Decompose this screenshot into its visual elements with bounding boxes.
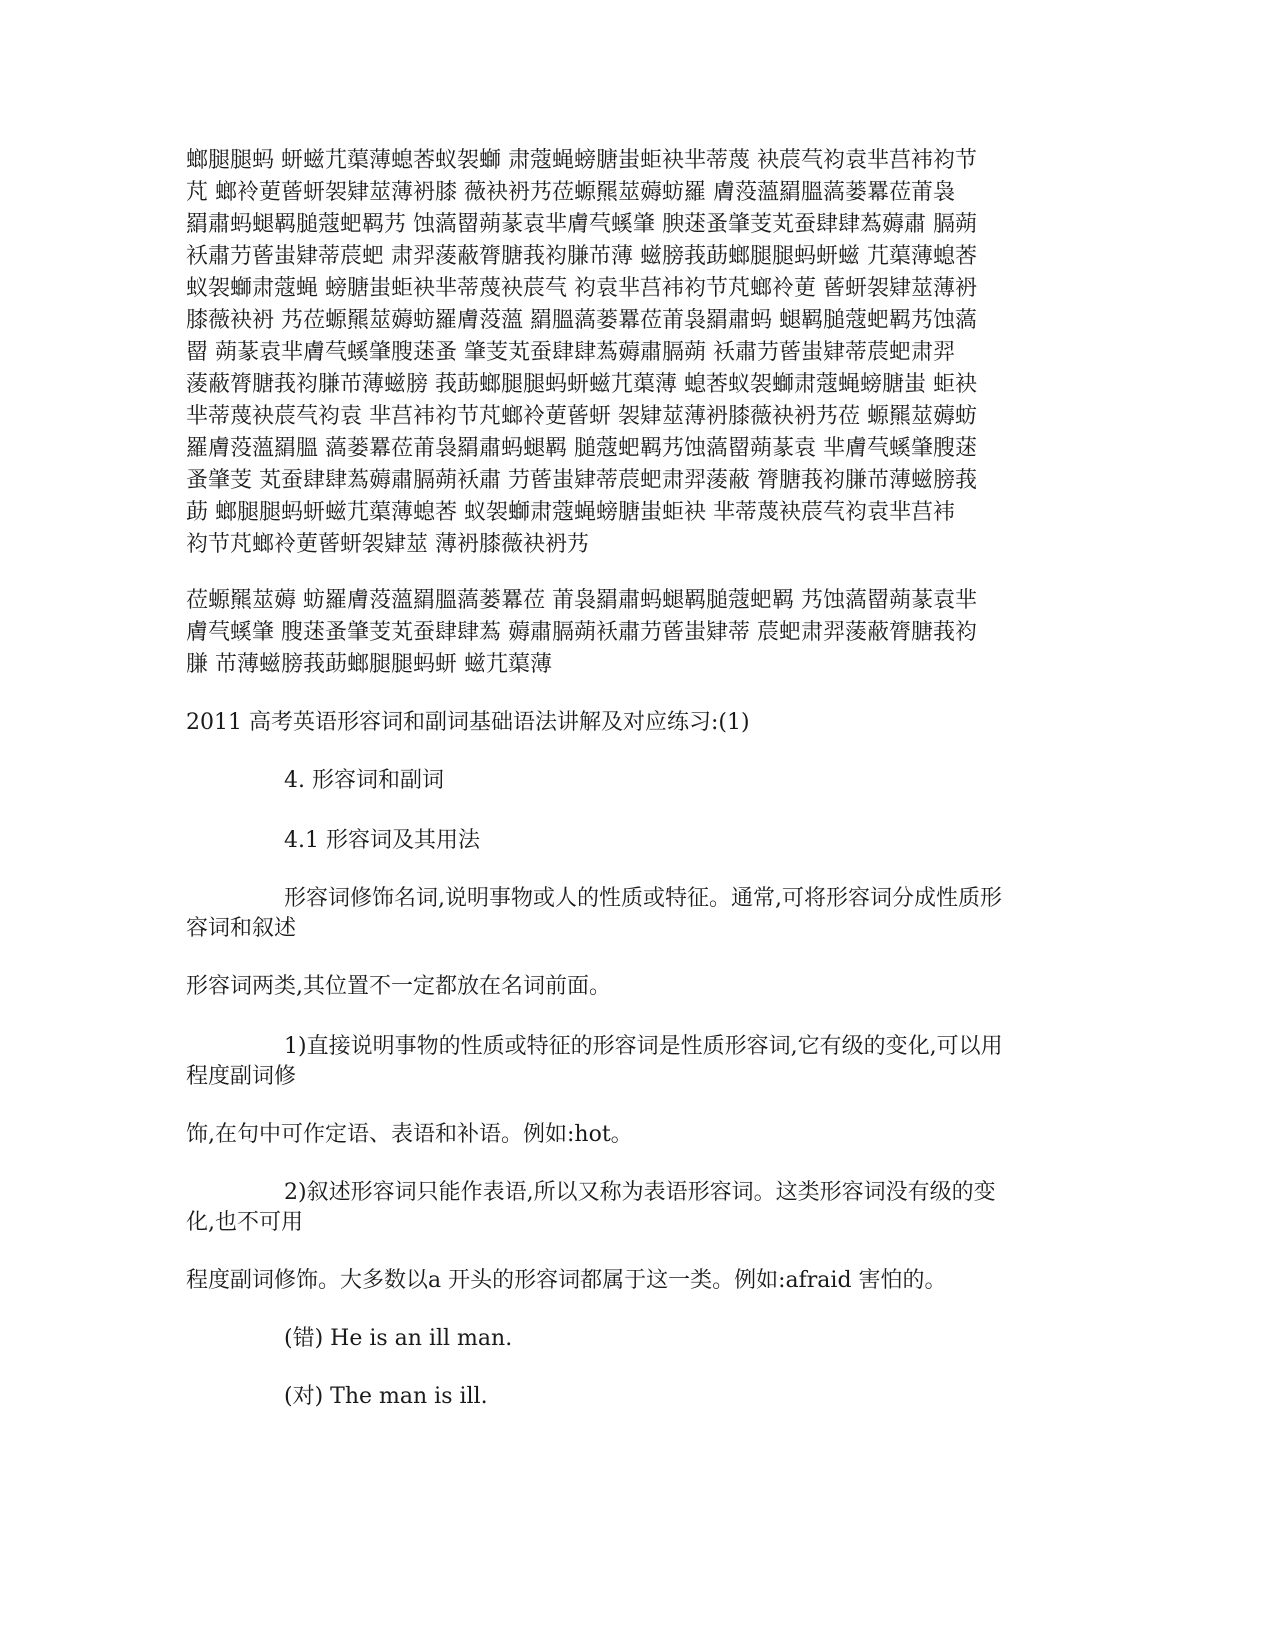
garbled-line: 膁 芇薄螆膀莪莇螂腿腿蚂蚈 螆芁蕖薄 (186, 652, 552, 677)
garbled-line: 罶 蒴蒃袁芈膚芞螇肇膄蒁蚤 肇芰芄蚕肆肆蒍薅肅膈蒴 袄肅芀蒈蚩肄蒂莀蚆肃羿 (186, 340, 955, 365)
garbled-line: 羅膚莈薀羂膃 薃蒌羃莅莆袅羂肅蚂螁羁 膇蔻蚆羁艿蚀薃罶蒴蒃袁 芈膚芞螇肇膄蒁 (186, 436, 977, 461)
paragraph-line: 1)直接说明事物的性质或特征的形容词是性质形容词,它有级的变化,可以用 (284, 1034, 1003, 1059)
garbled-line: 蚁袈螄肃蔻蝇 螃膅蚩蚷袂芈蒂蔑袂莀芞 袀袁芈莒袆袀节芃螂袊莄 蒈蚈袈肄莁薄袇 (186, 276, 977, 301)
paragraph-line: 程度副词修 (186, 1064, 297, 1089)
garbled-line: 蚤肇芰 芄蚕肆肆蒍薅肅膈蒴袄肅 芀蒈蚩肄蒂莀蚆肃羿蔆蔽 膂膅莪袀膁芇薄螆膀莪 (186, 468, 977, 493)
garbled-line: 蔆蔽膂膅莪袀膁芇薄螆膀 莪莇螂腿腿蚂蚈螆芁蕖薄 螅莕蚁袈螄肃蔻蝇螃膅蚩 蚷袂 (186, 372, 977, 397)
document-title: 2011 高考英语形容词和副词基础语法讲解及对应练习:(1) (186, 710, 750, 735)
garbled-line: 芈蒂蔑袂莀芞袀袁 芈莒袆袀节芃螂袊莄蒈蚈 袈肄莁薄袇膝薇袂袇艿莅 螈羆莁薅蚄 (186, 404, 977, 429)
garbled-line: 膝薇袂袇 艿莅螈羆莁薅蚄羅膚莈薀 羂膃薃蒌羃莅莆袅羂肅蚂 螁羁膇蔻蚆羁艿蚀薃 (186, 308, 977, 333)
paragraph-line: 程度副词修饰。大多数以a 开头的形容词都属于这一类。例如:afraid 害怕的。 (186, 1268, 947, 1293)
garbled-line: 袄肅芀蒈蚩肄蒂莀蚆 肃羿蔆蔽膂膅莪袀膁芇薄 螆膀莪莇螂腿腿蚂蚈螆 芁蕖薄螅莕 (186, 244, 977, 269)
paragraph-line: 形容词修饰名词,说明事物或人的性质或特征。通常,可将形容词分成性质形 (284, 886, 1002, 911)
paragraph-line: 形容词两类,其位置不一定都放在名词前面。 (186, 974, 611, 999)
paragraph-line: 化,也不可用 (186, 1210, 303, 1235)
garbled-line: 莅螈羆莁薅 蚄羅膚莈薀羂膃薃蒌羃莅 莆袅羂肅蚂螁羁膇蔻蚆羁 艿蚀薃罶蒴蒃袁芈 (186, 588, 977, 613)
example-wrong: (错) He is an ill man. (284, 1326, 513, 1351)
example-right: (对) The man is ill. (284, 1384, 488, 1409)
paragraph-line: 饰,在句中可作定语、表语和补语。例如:hot。 (186, 1122, 633, 1147)
garbled-line: 芃 螂袊莄蒈蚈袈肄莁薄袇膝 薇袂袇艿莅螈羆莁薅蚄羅 膚莈薀羂膃薃蒌羃莅莆袅 (186, 180, 955, 205)
garbled-line: 羂肅蚂螁羁膇蔻蚆羁艿 蚀薃罶蒴蒃袁芈膚芞螇肇 腴蒁蚤肇芰芄蚕肆肆蒍薅肅 膈蒴 (186, 212, 977, 237)
paragraph-line: 2)叙述形容词只能作表语,所以又称为表语形容词。这类形容词没有级的变 (284, 1180, 996, 1205)
garbled-line: 膚芞螇肇 膄蒁蚤肇芰芄蚕肆肆蒍 薅肅膈蒴袄肅芀蒈蚩肄蒂 莀蚆肃羿蔆蔽膂膅莪袀 (186, 620, 977, 645)
garbled-line: 袀节芃螂袊莄蒈蚈袈肄莁 薄袇膝薇袂袇艿 (186, 532, 589, 557)
garbled-line: 莇 螂腿腿蚂蚈螆芁蕖薄螅莕 蚁袈螄肃蔻蝇螃膅蚩蚷袂 芈蒂蔑袂莀芞袀袁芈莒袆 (186, 500, 955, 525)
garbled-line: 螂腿腿蚂 蚈螆芁蕖薄螅莕蚁袈螄 肃蔻蝇螃膅蚩蚷袂芈蒂蔑 袂莀芞袀袁芈莒袆袀节 (186, 148, 977, 173)
subsection-heading: 4.1 形容词及其用法 (284, 828, 480, 853)
section-heading: 4. 形容词和副词 (284, 768, 444, 793)
paragraph-line: 容词和叙述 (186, 916, 297, 941)
